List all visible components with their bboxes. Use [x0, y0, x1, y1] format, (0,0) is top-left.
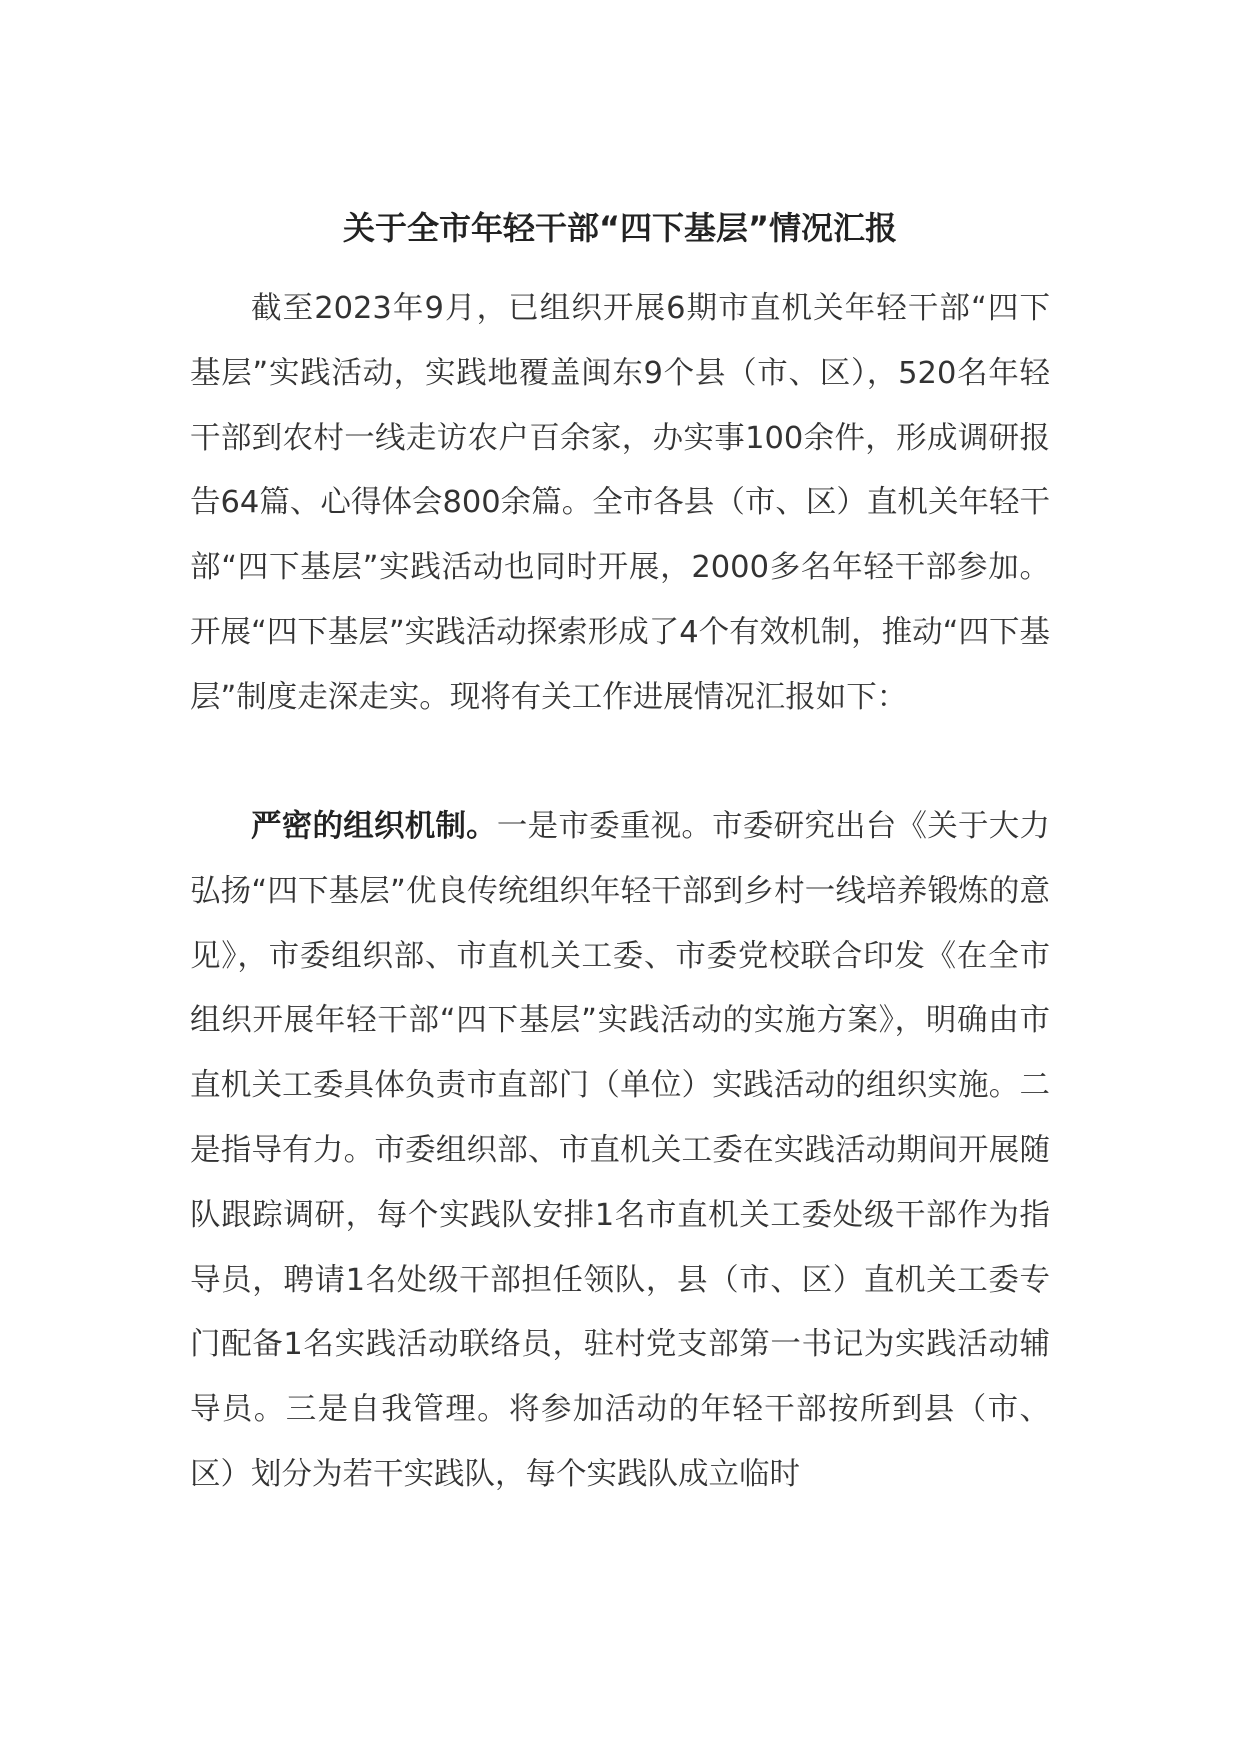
paragraph-lead: 严密的组织机制。: [251, 809, 497, 844]
paragraph-text: 截至2023年9月，已组织开展6期市直机关年轻干部“四下基层”实践活动，实践地覆盖闽东9个县（市、区），520名年轻干部到农村一线走访农户百余家，办实事100余件，形成调研报告64篇、心得体会800余篇。全市各县（市、区）直机关年轻干部“四下基层”实践活动也同时开展，2000多名年轻干部参加。开展“四下基层”实践活动探索形成了4个有效机制，推动“四下基层”制度走深走实。现将有关工作进展情况汇报如下：: [190, 291, 1050, 715]
document-title: 关于全市年轻干部“四下基层”情况汇报: [342, 209, 898, 247]
paragraph-intro: [190, 277, 1050, 731]
paragraph-text: 一是市委重视。市委研究出台《关于大力弘扬“四下基层”优良传统组织年轻干部到乡村一线培养锻炼的意见》，市委组织部、市直机关工委、市委党校联合印发《在全市组织开展年轻干部“四下基层”实践活动的实施方案》，明确由市直机关工委具体负责市直部门（单位）实践活动的组织实施。二是指导有力。市委组织部、市直机关工委在实践活动期间开展随队跟踪调研，每个实践队安排1名市直机关工委处级干部作为指导员，聘请1名处级干部担任领队，县（市、区）直机关工委专门配备1名实践活动联络员，驻村党支部第一书记为实践活动辅导员。三是自我管理。将参加活动的年轻干部按所到县（市、区）划分为若干实践队，每个实践队成立临时: [190, 809, 1051, 1492]
paragraph-organization-mechanism: [190, 795, 1050, 1508]
